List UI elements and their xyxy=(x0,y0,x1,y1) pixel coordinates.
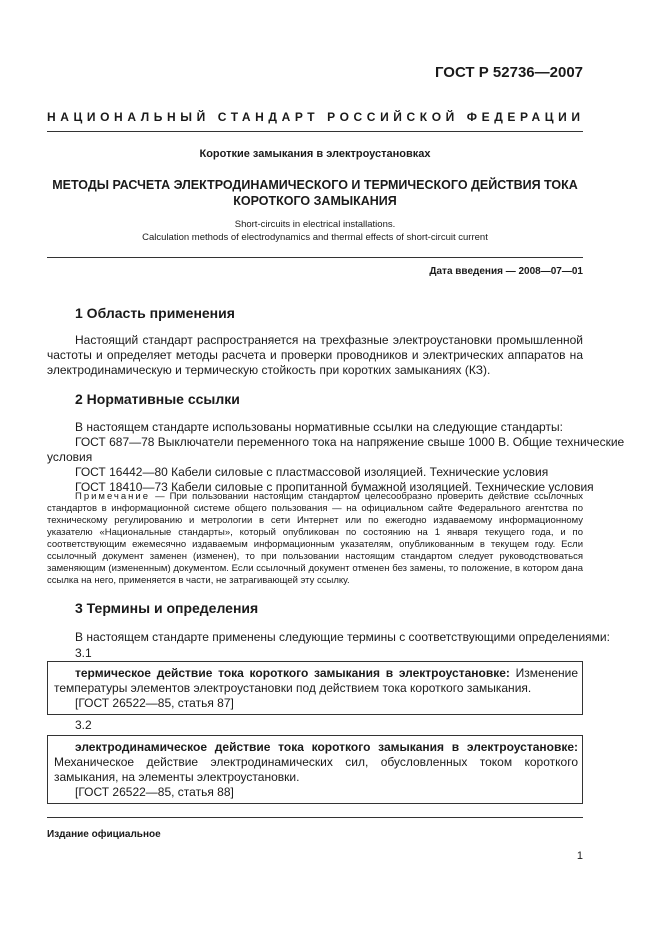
english-title-line-2: Calculation methods of electrodynamics and thermal effects of short-circuit current xyxy=(142,232,488,243)
english-title xyxy=(47,218,583,244)
reference-gost-18410: ГОСТ 18410—73 Кабели силовые с пропитанной бумажной изоляцией. Технические условия xyxy=(75,480,594,494)
term-3-1-number: 3.1 xyxy=(75,646,92,660)
reference-gost-687-cont: условия xyxy=(47,450,93,464)
section-1-heading: 1 Область применения xyxy=(75,305,235,321)
document-subtitle: Короткие замыкания в электроустановках xyxy=(199,148,431,160)
term-3-2-number: 3.2 xyxy=(75,718,92,732)
document-title xyxy=(47,177,583,209)
national-standard-heading: НАЦИОНАЛЬНЫЙ СТАНДАРТ РОССИЙСКОЙ ФЕДЕРАЦИИ xyxy=(47,110,585,124)
title-line-2: КОРОТКОГО ЗАМЫКАНИЯ xyxy=(233,194,397,208)
term-3-2-source: [ГОСТ 26522—85, статья 88] xyxy=(75,785,234,799)
term-3-1-name: термическое действие тока короткого замыкания в электроустановке: xyxy=(75,666,510,680)
term-3-1-box xyxy=(47,661,583,715)
term-3-1-definition xyxy=(54,666,578,696)
references-intro: В настоящем стандарте использованы нормативные ссылки на следующие стандарты: xyxy=(75,420,563,434)
term-3-2-box xyxy=(47,735,583,804)
references-note xyxy=(47,491,583,587)
section-3-heading: 3 Термины и определения xyxy=(75,600,259,616)
term-3-1-text: Изменение температуры элементов электроустановки под действием тока короткого замыкания. xyxy=(54,666,578,695)
terms-intro: В настоящем стандарте применены следующие термины с соответствующими определениями: xyxy=(75,630,610,644)
section-2-heading: 2 Нормативные ссылки xyxy=(75,391,240,407)
term-3-1-source: [ГОСТ 26522—85, статья 87] xyxy=(75,696,234,710)
footer-divider xyxy=(47,817,583,818)
note-label: Примечание xyxy=(75,491,150,502)
note-text: — При пользовании настоящим стандартом целесообразно проверить действие ссылочных стандартов в информационной системе общего пользования — на официальном сайте Федерального агентства по техническому регулированию и метрологии в сети Интернет или по ежегодно издаваемому информационному указателю «Национальные стандарты», который опубликован по состоянию на 1 января текущего года, и по соответствующим ежемесячно издаваемым информационным указателям, опубликованным в текущем году. Если ссылочный документ заменен (изменен), то при пользовании настоящим стандартом следует руководствоваться заменяющим (измененным) документом. Если ссылочный документ отменен без замены, то положение, в котором дана ссылка на него, применяется в части, не затрагивающей эту ссылку. xyxy=(47,491,583,586)
term-3-2-name: электродинамическое действие тока короткого замыкания в электроустановке: xyxy=(75,740,578,754)
term-3-2-text: Механическое действие электродинамических сил, обусловленных током короткого замыкания, на элементы электроустановки. xyxy=(54,755,578,784)
title-divider xyxy=(47,257,583,258)
title-line-1: МЕТОДЫ РАСЧЕТА ЭЛЕКТРОДИНАМИЧЕСКОГО И ТЕРМИЧЕСКОГО ДЕЙСТВИЯ ТОКА xyxy=(52,178,578,192)
document-code: ГОСТ Р 52736—2007 xyxy=(434,64,583,81)
term-3-2-definition xyxy=(54,740,578,785)
effective-date: Дата введения — 2008—07—01 xyxy=(429,266,583,277)
english-title-line-1: Short-circuits in electrical installations. xyxy=(234,219,396,230)
page-number: 1 xyxy=(576,850,583,862)
official-edition-label: Издание официальное xyxy=(47,829,161,840)
header-divider xyxy=(47,131,583,132)
reference-gost-687: ГОСТ 687—78 Выключатели переменного тока на напряжение свыше 1000 В. Общие технические xyxy=(75,435,625,449)
normative-references xyxy=(47,420,625,495)
section-1-text: Настоящий стандарт распространяется на трехфазные электроустановки промышленной частоты и определяет методы расчета и проверки проводников и электрических аппаратов на электродинамическую и термическую стойкость при коротких замыканиях (КЗ). xyxy=(47,333,583,377)
reference-gost-16442: ГОСТ 16442—80 Кабели силовые с пластмассовой изоляцией. Технические условия xyxy=(75,465,549,479)
